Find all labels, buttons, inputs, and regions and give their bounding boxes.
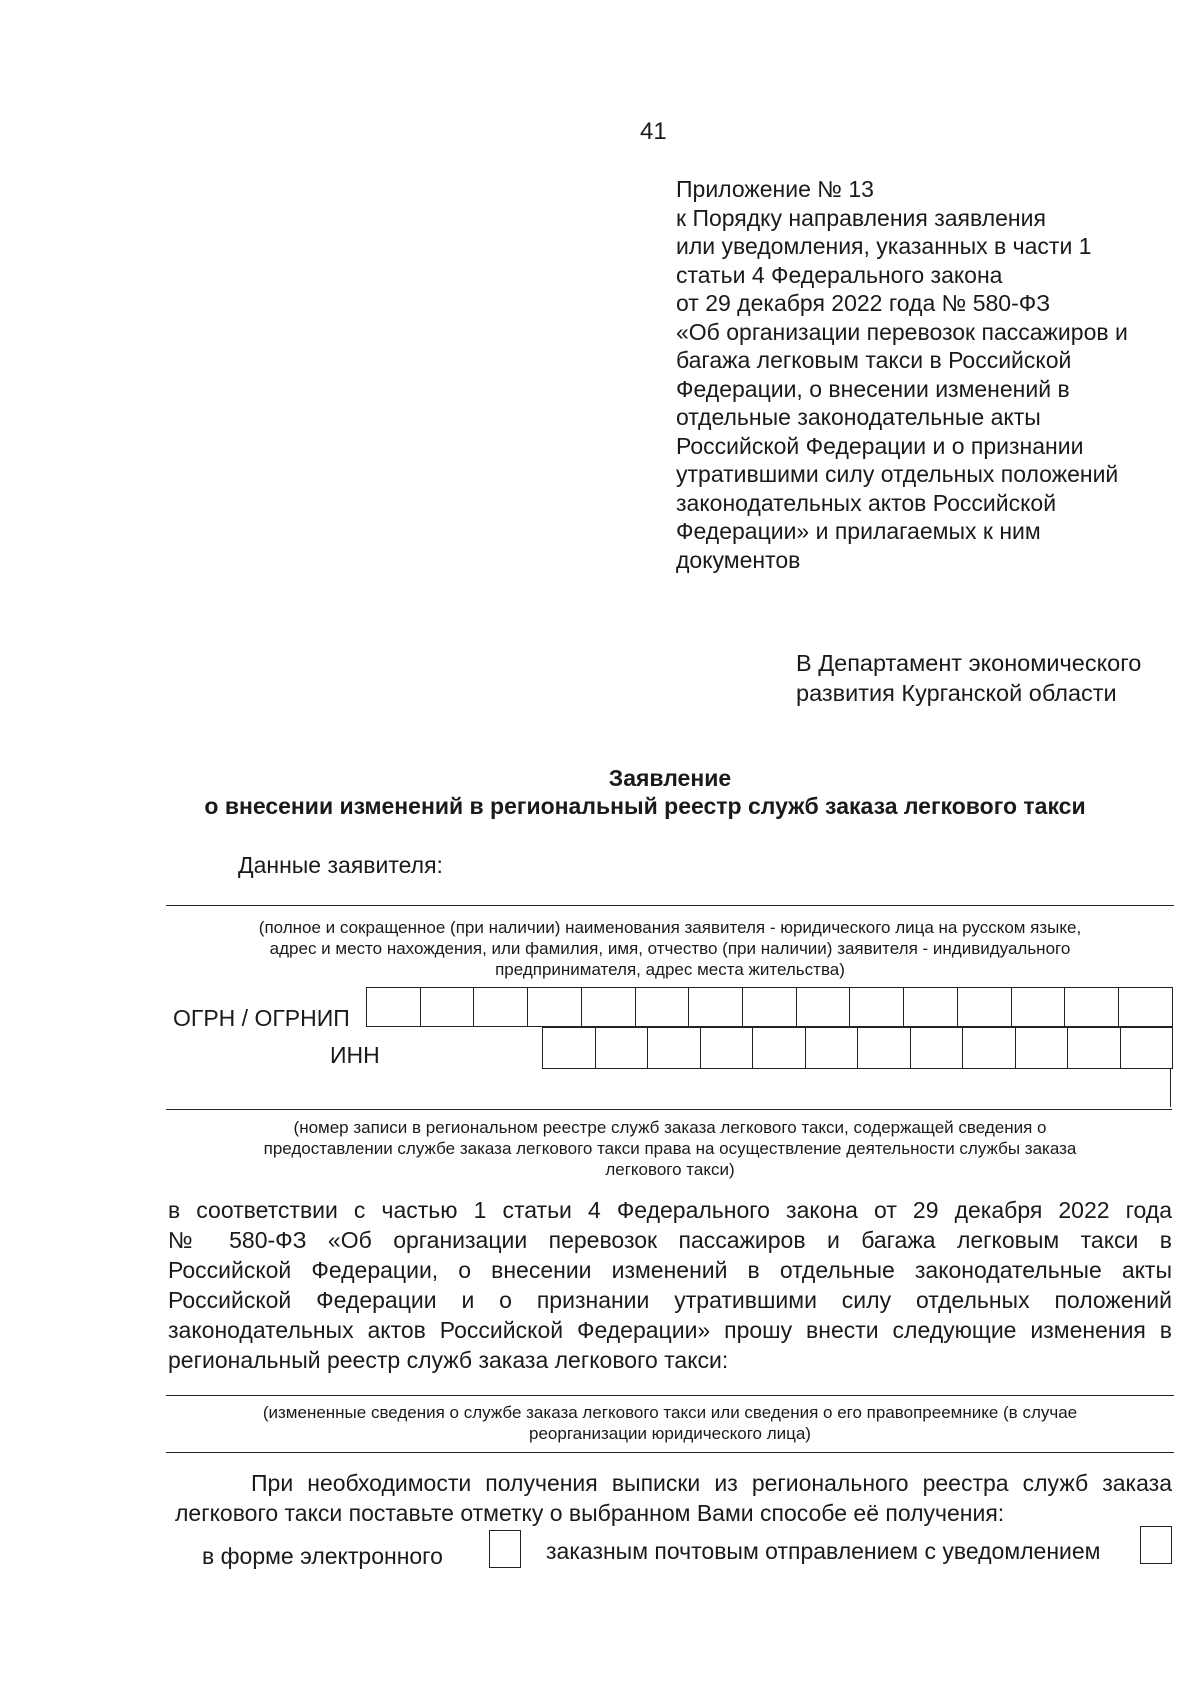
registry-number-field[interactable]: [166, 1109, 1172, 1110]
recipient-block: [796, 648, 1141, 708]
ogrn-digit-cell[interactable]: [743, 988, 797, 1027]
registry-note: [160, 1117, 1180, 1180]
applicant-name-field[interactable]: [166, 905, 1174, 906]
appendix-header: [676, 175, 1176, 574]
document-title: Заявление: [608, 765, 732, 791]
ogrn-digit-cell[interactable]: [1119, 988, 1173, 1027]
changes-note: [160, 1402, 1180, 1444]
extract-line: При необходимости получения выписки из регионального реестра служб заказа: [251, 1470, 1172, 1496]
extract-instructions: [175, 1468, 1172, 1528]
note-line: легкового такси): [605, 1160, 735, 1179]
ogrn-digit-cell[interactable]: [474, 988, 528, 1027]
appendix-line: от 29 декабря 2022 года № 580-ФЗ: [676, 290, 1051, 316]
body-line: в соответствии с частью 1 статьи 4 Федерального закона от 29 декабря 2022 года: [168, 1197, 1172, 1223]
inn-digit-cell[interactable]: [648, 1028, 701, 1069]
inn-digit-cell[interactable]: [700, 1028, 753, 1069]
appendix-line: законодательных актов Российской: [676, 489, 1057, 516]
inn-digit-cell[interactable]: [963, 1028, 1016, 1069]
ogrn-digit-cell[interactable]: [796, 988, 850, 1027]
body-line: региональный реестр служб заказа легкового такси:: [168, 1347, 729, 1373]
appendix-line: Российской Федерации и о признании: [676, 432, 1084, 459]
option-mail-label: заказным почтовым отправлением с уведомлением: [546, 1538, 1101, 1564]
ogrn-digit-cell[interactable]: [957, 988, 1011, 1027]
inn-digit-cell[interactable]: [1015, 1028, 1068, 1069]
ogrn-cells[interactable]: [366, 987, 1173, 1027]
note-line: предпринимателя, адрес места жительства): [495, 960, 845, 979]
body-line: Российской Федерации и о признании утратившими силу отдельных положений: [168, 1287, 1172, 1313]
extract-line: легкового такси поставьте отметку о выбранном Вами способе её получения:: [175, 1500, 1005, 1526]
note-line: адрес и место нахождения, или фамилия, имя, отчество (при наличии) заявителя - индивидуального: [269, 939, 1071, 958]
appendix-line: Федерации» и прилагаемых к ним: [676, 518, 1041, 544]
body-line: Российской Федерации, о внесении изменений в отдельные законодательные акты: [168, 1257, 1172, 1283]
inn-digit-cell[interactable]: [595, 1028, 648, 1069]
appendix-line: отдельные законодательные акты: [676, 404, 1041, 430]
note-line: (полное и сокращенное (при наличии) наименования заявителя - юридического лица на русском языке,: [258, 918, 1082, 937]
ogrn-digit-cell[interactable]: [1011, 988, 1065, 1027]
recipient-line: развития Курганской области: [796, 680, 1117, 706]
appendix-line: «Об организации перевозок пассажиров и: [676, 318, 1128, 345]
ogrn-digit-cell[interactable]: [581, 988, 635, 1027]
recipient-line: В Департамент экономического: [796, 650, 1142, 676]
appendix-line: документов: [676, 546, 801, 573]
inn-digit-cell[interactable]: [910, 1028, 963, 1069]
ogrn-digit-cell[interactable]: [689, 988, 743, 1027]
appendix-line: статьи 4 Федерального закона: [676, 261, 1003, 288]
appendix-line: к Порядку направления заявления: [676, 204, 1046, 231]
option-electronic-label: в форме электронного: [202, 1543, 443, 1569]
request-body: [168, 1195, 1172, 1375]
page-number: 41: [640, 118, 667, 145]
body-line: законодательных актов Российской Федерации» прошу внести следующие изменения в: [168, 1317, 1172, 1343]
note-line: (измененные сведения о службе заказа легкового такси или сведения о его правопреемнике (в случае: [262, 1403, 1078, 1422]
ogrn-digit-cell[interactable]: [367, 988, 421, 1027]
ogrn-digit-cell[interactable]: [1065, 988, 1119, 1027]
inn-digit-cell[interactable]: [1120, 1028, 1173, 1069]
appendix-line: утратившими силу отдельных положений: [676, 461, 1119, 487]
ogrn-digit-cell[interactable]: [850, 988, 904, 1027]
registry-box-edge: [1170, 1069, 1171, 1107]
appendix-line: Федерации, о внесении изменений в: [676, 375, 1070, 402]
section-divider: [166, 1452, 1174, 1453]
ogrn-digit-cell[interactable]: [528, 988, 582, 1027]
applicant-data-label: Данные заявителя:: [238, 852, 443, 878]
inn-digit-cell[interactable]: [543, 1028, 596, 1069]
appendix-line: Приложение № 13: [676, 176, 874, 202]
changes-field[interactable]: [166, 1395, 1174, 1396]
document-subtitle: о внесении изменений в региональный реестр служб заказа легкового такси: [204, 793, 1086, 819]
applicant-note: [160, 917, 1180, 980]
ogrn-digit-cell[interactable]: [635, 988, 689, 1027]
mail-checkbox[interactable]: [1140, 1526, 1172, 1564]
ogrn-label: ОГРН / ОГРНИП: [173, 1005, 350, 1031]
inn-digit-cell[interactable]: [858, 1028, 911, 1069]
inn-digit-cell[interactable]: [805, 1028, 858, 1069]
inn-digit-cell[interactable]: [753, 1028, 806, 1069]
appendix-line: багажа легковым такси в Российской: [676, 347, 1072, 373]
note-line: предоставлении службе заказа легкового такси права на осуществление деятельности службы заказа: [263, 1139, 1077, 1158]
electronic-checkbox[interactable]: [489, 1530, 521, 1568]
note-line: реорганизации юридического лица): [529, 1424, 811, 1443]
inn-digit-cell[interactable]: [1068, 1028, 1121, 1069]
body-line: № 580-ФЗ «Об организации перевозок пассажиров и багажа легковым такси в: [168, 1227, 1172, 1253]
inn-cells[interactable]: [542, 1027, 1173, 1069]
appendix-line: или уведомления, указанных в части 1: [676, 233, 1092, 259]
ogrn-digit-cell[interactable]: [420, 988, 474, 1027]
note-line: (номер записи в региональном реестре служб заказа легкового такси, содержащей сведения о: [293, 1118, 1047, 1137]
inn-label: ИНН: [330, 1042, 380, 1068]
ogrn-digit-cell[interactable]: [904, 988, 958, 1027]
